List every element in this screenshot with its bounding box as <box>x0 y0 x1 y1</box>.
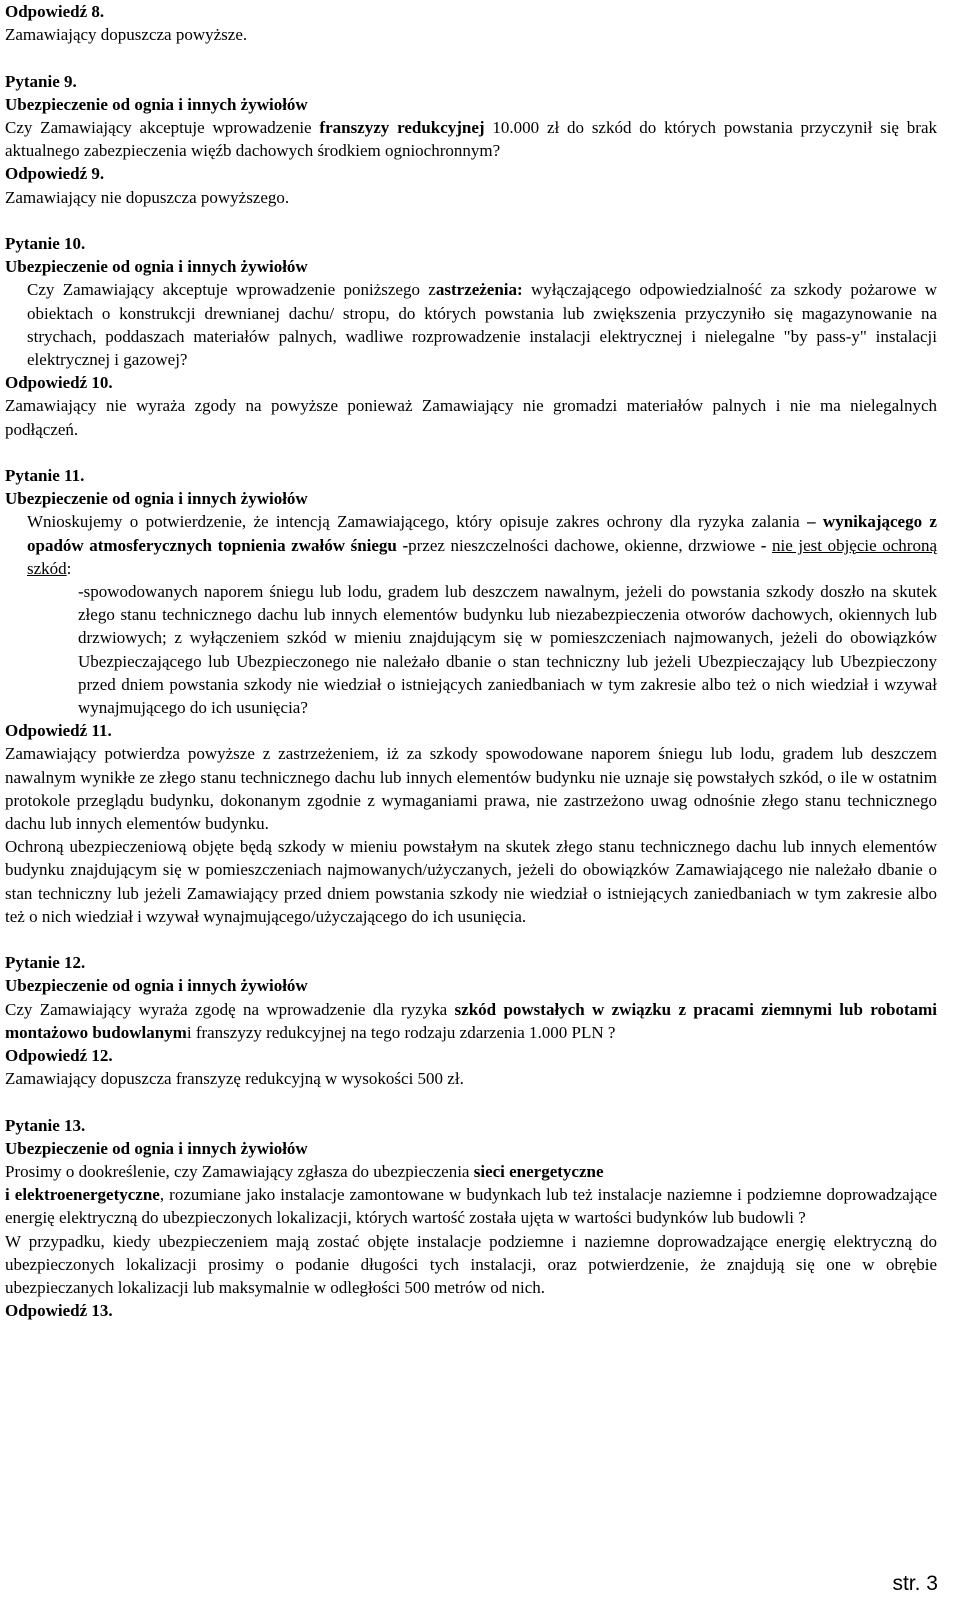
paragraph: Zamawiający nie dopuszcza powyższego. <box>5 187 290 207</box>
text-run: Czy Zamawiający akceptuje wprowadzenie <box>5 118 320 137</box>
question-heading: Pytanie 12. <box>5 953 86 973</box>
bold-text: sieci energetyczne <box>473 1162 604 1182</box>
paragraph: Zamawiający potwierdza powyższe z zastrzeżeniem, iż za szkody spowodowane naporem śniegu lub lodu, gradem lub deszczem nawalnym wynikłe ze złego stanu technicznego dachu lub innych elementów budynku nie uznaje się powstałych szkód, o ile w ostatnim protokole przeglądu budynku, dokonanym zgodnie z wymaganiami prawa, nie zastrzeżono uwag odnośnie złego stanu technicznego dachu lub innych elementów budynku. <box>5 744 937 834</box>
text-run: przez nieszczelności dachowe, okienne, drzwiowe <box>408 535 761 555</box>
answer-heading: Odpowiedź 11. <box>5 721 112 741</box>
bold-text: - <box>760 535 767 555</box>
category-heading: Ubezpieczenie od ognia i innych żywiołów <box>5 489 308 509</box>
category-heading: Ubezpieczenie od ognia i innych żywiołów <box>5 1138 308 1158</box>
bold-text: – wynikającego z opadów atmosferycznych topnienia zwałów śniegu - <box>27 512 937 555</box>
bold-text: szkód powstałych w związku z pracami ziemnymi lub robotami montażowo budowlanym <box>5 999 937 1042</box>
text-run: Czy Zamawiający akceptuje wprowadzenie poniższego z <box>27 280 436 300</box>
text-run: Wnioskujemy o potwierdzenie, że intencją Zamawiającego, który opisuje zakres ochrony dla ryzyka zalania <box>27 512 808 532</box>
category-heading: Ubezpieczenie od ognia i innych żywiołów <box>5 257 308 277</box>
bold-text: i elektroenergetyczne <box>5 1185 160 1205</box>
paragraph <box>5 998 937 1044</box>
spacer <box>5 441 937 464</box>
paragraph <box>5 1160 937 1183</box>
paragraph: Zamawiający nie wyraża zgody na powyższe ponieważ Zamawiający nie gromadzi materiałów palnych i nie ma nielegalnych podłączeń. <box>5 396 937 439</box>
document-page <box>5 0 937 1323</box>
text-run: i franszyzy redukcyjnej na tego rodzaju zdarzenia 1.000 PLN ? <box>186 1022 616 1042</box>
spacer <box>5 209 937 232</box>
spacer <box>5 928 937 951</box>
paragraph <box>5 510 937 580</box>
spacer <box>5 46 937 69</box>
answer-heading: Odpowiedź 12. <box>5 1046 113 1066</box>
question-heading: Pytanie 9. <box>5 71 77 91</box>
paragraph <box>5 1183 937 1229</box>
text-run: : <box>66 558 72 578</box>
paragraph: Zamawiający dopuszcza powyższe. <box>5 25 248 45</box>
paragraph <box>5 278 937 371</box>
category-heading: Ubezpieczenie od ognia i innych żywiołów <box>5 94 308 114</box>
text-run: Czy Zamawiający wyraża zgodę na wprowadzenie dla ryzyka <box>5 999 455 1019</box>
text-run: wyłączającego odpowiedzialność za szkody pożarowe w obiektach o konstrukcji drewnianej dachu/ stropu, do których powstania lub zwiększenia przyczyniło się magazynowanie na strychach, poddaszach materiałów palnych, wadliwe rozprowadzenie instalacji elektrycznej i nielegalne "by pass-y" instalacji elektrycznej i gazowej? <box>27 280 937 370</box>
question-heading: Pytanie 10. <box>5 234 86 253</box>
answer-heading: Odpowiedź 8. <box>5 2 105 21</box>
answer-heading: Odpowiedź 9. <box>5 164 105 184</box>
text-run: , rozumiane jako instalacje zamontowane w budynkach lub też instalacje naziemne i podziemne doprowadzające energię elektryczną do ubezpieczonych lokalizacji, których wartość została ujęta w wartości budynków lub budowli ? <box>5 1185 937 1228</box>
question-heading: Pytanie 13. <box>5 1115 86 1135</box>
answer-heading: Odpowiedź 10. <box>5 373 113 393</box>
text-run: Prosimy o dookreślenie, czy Zamawiający zgłasza do ubezpieczenia <box>5 1162 474 1182</box>
answer-heading: Odpowiedź 13. <box>5 1301 113 1321</box>
paragraph: Ochroną ubezpieczeniową objęte będą szkody w mieniu powstałym na skutek złego stanu technicznego dachu lub innych elementów budynku znajdującym się w pomieszczeniach najmowanych/użyczanych, jeżeli do obowiązków Zamawiającego nie należało dbanie o stan techniczny lub jeżeli Zamawiający przed dniem powstania szkody nie wiedział o istniejących zaniedbaniach w tym zakresie albo też o nich wiedział i wzywał wynajmującego/użyczającego do ich usunięcia. <box>5 837 937 926</box>
text-run: 10.000 zł do szkód do których powstania przyczynił się brak aktualnego zabezpieczenia więźb dachowych środkiem ogniochronnym? <box>5 118 937 161</box>
text-run: -spowodowanych naporem śniegu lub lodu, gradem lub deszczem nawalnym, jeżeli do powstania szkody doszło na skutek złego stanu technicznego dachu lub innych elementów budynku lub niezabezpieczenia otworów dachowych, okiennych lub drzwiowych; z wyłączeniem szkód w mieniu znajdującym się w pomieszczeniach najmowanych, jeżeli do obowiązków Ubezpieczającego lub Ubezpieczonego nie należało dbanie o stan techniczny lub jeżeli Ubezpieczający lub Ubezpieczony przed dniem powstania szkody nie wiedział o istniejących zaniedbaniach w tym zakresie albo też o nich wiedział i wzywał wynajmującego do ich usunięcia? <box>78 582 937 718</box>
bold-text: franszyzy redukcyjnej <box>319 118 485 137</box>
paragraph: W przypadku, kiedy ubezpieczeniem mają zostać objęte instalacje podziemne i naziemne doprowadzające energię elektryczną do ubezpieczonych lokalizacji prosimy o podanie długości tych instalacji, oraz potwierdzenie, że znajdują się one w obrębie ubezpieczanych lokalizacji lub maksymalnie w odległości 500 metrów od nich. <box>5 1231 937 1298</box>
paragraph <box>5 580 937 719</box>
bold-text: astrzeżenia: <box>435 280 523 300</box>
category-heading: Ubezpieczenie od ognia i innych żywiołów <box>5 976 308 996</box>
question-heading: Pytanie 11. <box>5 466 85 486</box>
page-number: str. 3 <box>892 1571 938 1595</box>
underlined-text: nie jest objęcie ochroną szkód <box>27 535 938 578</box>
paragraph: Zamawiający dopuszcza franszyzę redukcyjną w wysokości 500 zł. <box>5 1069 464 1089</box>
spacer <box>5 1090 937 1113</box>
paragraph <box>5 116 937 162</box>
